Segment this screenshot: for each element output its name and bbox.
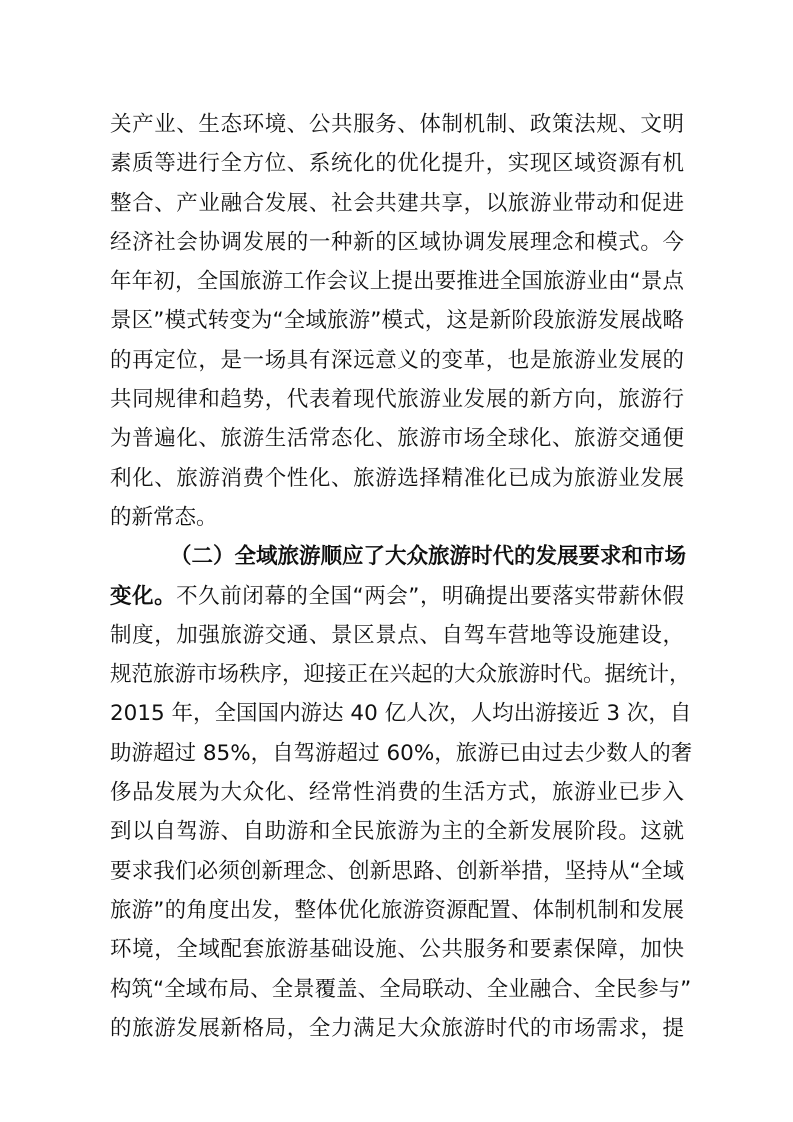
text-line: 经济社会协调发展的一种新的区域协调发展理念和模式。今 <box>110 229 684 255</box>
text-line: 助游超过 85%，自驾游超过 60%，旅游已由过去少数人的奢 <box>110 740 693 766</box>
text-line: 要求我们必须创新理念、创新思路、创新举措，坚持从“全域 <box>110 858 684 884</box>
document-page <box>110 105 693 1048</box>
text-line: 共同规律和趋势，代表着现代旅游业发展的新方向，旅游行 <box>110 387 684 413</box>
text-line: 到以自驾游、自助游和全民旅游为主的全新发展阶段。这就 <box>110 819 684 845</box>
text-line: 的旅游发展新格局，全力满足大众旅游时代的市场需求，提 <box>110 1015 684 1041</box>
text-line: 整合、产业融合发展、社会共建共享，以旅游业带动和促进 <box>110 190 684 216</box>
paragraph-1 <box>110 105 684 537</box>
text-line: 构筑“全域布局、全景覆盖、全局联动、全业融合、全民参与” <box>110 976 692 1002</box>
text-line: 制度，加强旅游交通、景区景点、自驾车营地等设施建设， <box>110 622 684 648</box>
text-line: 环境，全域配套旅游基础设施、公共服务和要素保障，加快 <box>110 937 684 963</box>
text-line: 利化、旅游消费个性化、旅游选择精准化已成为旅游业发展 <box>110 465 684 491</box>
section-heading-end: 变化。 <box>110 583 177 609</box>
text-line: 的新常态。 <box>110 504 218 530</box>
text-line: 为普遍化、旅游生活常态化、旅游市场全球化、旅游交通便 <box>110 426 684 452</box>
text-line: 的再定位，是一场具有深远意义的变革，也是旅游业发展的 <box>110 347 684 373</box>
text-line: 2015 年，全国国内游达 40 亿人次，人均出游接近 3 次，自 <box>110 701 692 727</box>
text-line: 规范旅游市场秩序，迎接正在兴起的大众旅游时代。据统计， <box>110 662 691 688</box>
text-line: 素质等进行全方位、系统化的优化提升，实现区域资源有机 <box>110 151 684 177</box>
text-line: 旅游”的角度出发，整体优化旅游资源配置、体制机制和发展 <box>110 897 684 923</box>
text-line <box>110 577 684 616</box>
paragraph-2 <box>110 537 693 1048</box>
section-heading: （二）全域旅游顺应了大众旅游时代的发展要求和市场 <box>170 544 687 570</box>
text-line: 景区”模式转变为“全域旅游”模式，这是新阶段旅游发展战略 <box>110 308 684 334</box>
text-line: 年年初，全国旅游工作会议上提出要推进全国旅游业由“景点 <box>110 269 684 295</box>
text-line-rest: 不久前闭幕的全国“两会”，明确提出要落实带薪休假 <box>176 583 684 609</box>
text-line: 关产业、生态环境、公共服务、体制机制、政策法规、文明 <box>110 112 684 137</box>
text-line: 侈品发展为大众化、经常性消费的生活方式，旅游业已步入 <box>110 780 684 806</box>
